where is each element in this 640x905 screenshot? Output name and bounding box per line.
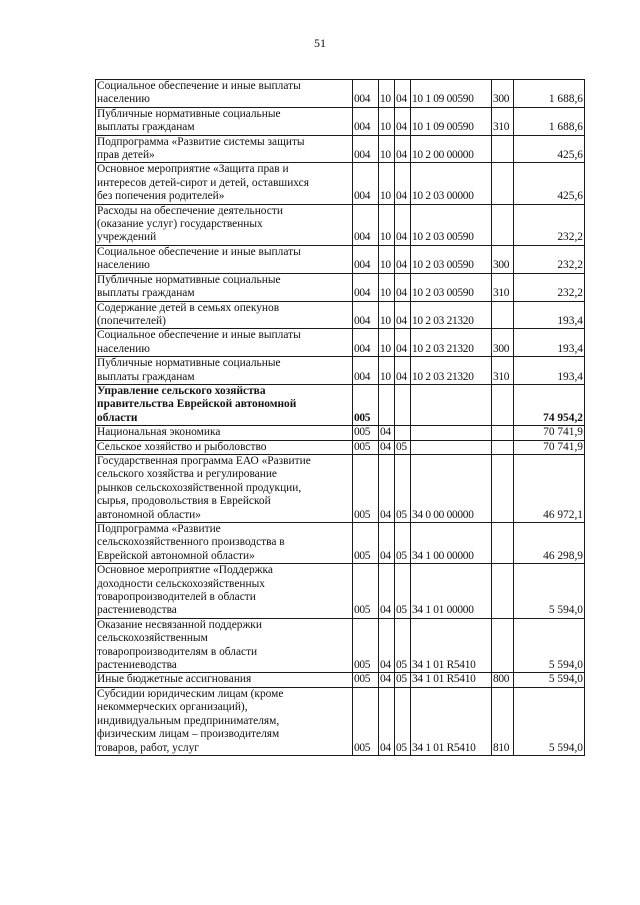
ministry-code-cell: 005: [353, 384, 379, 425]
target-article-code-cell: 10 1 09 00590: [411, 107, 492, 135]
section-code-cell: 10: [379, 163, 395, 204]
ministry-code-cell: 004: [353, 357, 379, 385]
item-name-line: Иные бюджетные ассигнования: [97, 673, 252, 686]
subsection-code-cell: 05: [395, 440, 411, 454]
item-name-line: без попечения родителей»: [97, 190, 225, 203]
subsection-code-cell: 05: [395, 687, 411, 755]
table-row: [96, 564, 585, 619]
expense-type-code-cell: 310: [492, 107, 514, 135]
expense-type-code-cell: [492, 135, 514, 163]
table-row: [96, 426, 585, 440]
target-article-code-cell: [411, 440, 492, 454]
item-name-line: Публичные нормативные социальные: [97, 107, 281, 120]
amount-cell: 5 594,0: [514, 673, 585, 687]
ministry-code-cell: 004: [353, 204, 379, 245]
ministry-code-cell: 004: [353, 80, 379, 108]
ministry-code-cell: 004: [353, 245, 379, 273]
section-code-cell: 04: [379, 440, 395, 454]
item-name-line: выплаты гражданам: [97, 287, 195, 300]
expense-type-code-cell: 310: [492, 273, 514, 301]
section-code-cell: 10: [379, 357, 395, 385]
item-name-line: Подпрограмма «Развитие: [97, 523, 221, 535]
item-name-line: сельскохозяйственного производства в: [97, 536, 285, 549]
item-name-cell: [96, 135, 353, 163]
table-row: [96, 673, 585, 687]
item-name-line: индивидуальным предпринимателям,: [97, 714, 280, 727]
table-row: [96, 301, 585, 329]
subsection-code-cell: 05: [395, 673, 411, 687]
item-name-cell: [96, 618, 353, 673]
subsection-code-cell: [395, 384, 411, 425]
expense-type-code-cell: 300: [492, 80, 514, 108]
table-row: [96, 523, 585, 564]
subsection-code-cell: 05: [395, 618, 411, 673]
ministry-code-cell: 005: [353, 454, 379, 522]
expense-type-code-cell: [492, 384, 514, 425]
item-name-line: выплаты гражданам: [97, 370, 195, 383]
subsection-code-cell: 04: [395, 107, 411, 135]
section-code-cell: 04: [379, 454, 395, 522]
item-name-line: товаропроизводителей в области: [97, 591, 256, 604]
item-name-line: автономной области»: [97, 508, 201, 521]
ministry-code-cell: 004: [353, 163, 379, 204]
section-code-cell: [379, 384, 395, 425]
amount-cell: 46 298,9: [514, 523, 585, 564]
subsection-code-cell: 04: [395, 163, 411, 204]
item-name-line: Сельское хозяйство и рыболовство: [97, 440, 267, 453]
table-row: [96, 245, 585, 273]
expense-type-code-cell: [492, 564, 514, 619]
ministry-code-cell: 004: [353, 273, 379, 301]
expense-type-code-cell: [492, 523, 514, 564]
item-name-line: физическим лицам – производителям: [97, 728, 280, 741]
amount-cell: 232,2: [514, 204, 585, 245]
target-article-code-cell: [411, 426, 492, 440]
table-row: [96, 618, 585, 673]
item-name-line: растениеводства: [97, 604, 177, 617]
item-name-line: Основное мероприятие «Защита прав и: [97, 163, 289, 176]
amount-cell: 5 594,0: [514, 564, 585, 619]
expense-type-code-cell: 810: [492, 687, 514, 755]
expense-type-code-cell: [492, 301, 514, 329]
item-name-line: товаропроизводителям в области: [97, 645, 258, 658]
item-name-cell: [96, 440, 353, 454]
item-name-line: Субсидии юридическим лицам (кроме: [97, 687, 284, 700]
amount-cell: 70 741,9: [514, 426, 585, 440]
subsection-code-cell: 05: [395, 454, 411, 522]
item-name-line: доходности сельскохозяйственных: [97, 577, 265, 590]
subsection-code-cell: 04: [395, 204, 411, 245]
table-row: [96, 273, 585, 301]
item-name-line: Еврейской автономной области»: [97, 549, 255, 562]
ministry-code-cell: 005: [353, 673, 379, 687]
amount-cell: 425,6: [514, 135, 585, 163]
item-name-cell: [96, 426, 353, 440]
item-name-cell: [96, 107, 353, 135]
table-row: [96, 384, 585, 425]
target-article-code-cell: [411, 384, 492, 425]
expense-type-code-cell: 310: [492, 357, 514, 385]
ministry-code-cell: 004: [353, 135, 379, 163]
item-name-cell: [96, 687, 353, 755]
item-name-line: сельскохозяйственным: [97, 632, 208, 645]
item-name-line: Подпрограмма «Развитие системы защиты: [97, 135, 305, 148]
section-code-cell: 04: [379, 564, 395, 619]
ministry-code-cell: 004: [353, 329, 379, 357]
amount-cell: 74 954,2: [514, 384, 585, 425]
section-code-cell: 10: [379, 301, 395, 329]
item-name-line: (оказание услуг) государственных: [97, 218, 263, 231]
item-name-cell: [96, 301, 353, 329]
target-article-code-cell: 10 2 03 00590: [411, 245, 492, 273]
item-name-line: сырья, продовольствия в Еврейской: [97, 495, 271, 508]
target-article-code-cell: 10 1 09 00590: [411, 80, 492, 108]
section-code-cell: 10: [379, 204, 395, 245]
subsection-code-cell: 04: [395, 357, 411, 385]
amount-cell: 425,6: [514, 163, 585, 204]
item-name-line: Национальная экономика: [97, 426, 221, 439]
ministry-code-cell: 004: [353, 301, 379, 329]
item-name-cell: [96, 163, 353, 204]
amount-cell: 46 972,1: [514, 454, 585, 522]
section-code-cell: 10: [379, 245, 395, 273]
amount-cell: 70 741,9: [514, 440, 585, 454]
item-name-line: области: [97, 411, 138, 424]
ministry-code-cell: 005: [353, 564, 379, 619]
item-name-line: Расходы на обеспечение деятельности: [97, 204, 283, 217]
expense-type-code-cell: [492, 163, 514, 204]
ministry-code-cell: 005: [353, 440, 379, 454]
amount-cell: 232,2: [514, 245, 585, 273]
item-name-line: Оказание несвязанной поддержки: [97, 618, 262, 631]
subsection-code-cell: 05: [395, 523, 411, 564]
amount-cell: 193,4: [514, 329, 585, 357]
item-name-line: Содержание детей в семьях опекунов: [97, 301, 280, 314]
subsection-code-cell: 04: [395, 329, 411, 357]
subsection-code-cell: 05: [395, 564, 411, 619]
item-name-line: Публичные нормативные социальные: [97, 357, 281, 370]
item-name-cell: [96, 245, 353, 273]
section-code-cell: 10: [379, 135, 395, 163]
amount-cell: 232,2: [514, 273, 585, 301]
table-row: [96, 163, 585, 204]
expense-type-code-cell: [492, 440, 514, 454]
item-name-cell: [96, 673, 353, 687]
item-name-cell: [96, 564, 353, 619]
item-name-cell: [96, 80, 353, 108]
subsection-code-cell: 04: [395, 273, 411, 301]
expense-type-code-cell: [492, 618, 514, 673]
amount-cell: 5 594,0: [514, 687, 585, 755]
subsection-code-cell: 04: [395, 301, 411, 329]
item-name-line: интересов детей-сирот и детей, оставшихся: [97, 176, 309, 189]
subsection-code-cell: 04: [395, 245, 411, 273]
expense-type-code-cell: 300: [492, 245, 514, 273]
item-name-line: правительства Еврейской автономной: [97, 398, 297, 411]
section-code-cell: 04: [379, 426, 395, 440]
expense-type-code-cell: 300: [492, 329, 514, 357]
item-name-line: (попечителей): [97, 314, 166, 327]
item-name-line: товаров, работ, услуг: [97, 741, 199, 754]
item-name-line: выплаты гражданам: [97, 121, 195, 134]
item-name-line: населению: [97, 93, 150, 106]
table-row: [96, 204, 585, 245]
target-article-code-cell: 34 0 00 00000: [411, 454, 492, 522]
table-row: [96, 329, 585, 357]
budget-table: [95, 79, 585, 756]
target-article-code-cell: 34 1 01 00000: [411, 564, 492, 619]
amount-cell: 193,4: [514, 301, 585, 329]
target-article-code-cell: 10 2 03 00000: [411, 163, 492, 204]
table-row: [96, 357, 585, 385]
item-name-line: учреждений: [97, 231, 157, 244]
expense-type-code-cell: [492, 426, 514, 440]
item-name-cell: [96, 384, 353, 425]
target-article-code-cell: 10 2 03 21320: [411, 357, 492, 385]
section-code-cell: 10: [379, 273, 395, 301]
section-code-cell: 04: [379, 673, 395, 687]
target-article-code-cell: 10 2 03 00590: [411, 273, 492, 301]
ministry-code-cell: 005: [353, 426, 379, 440]
ministry-code-cell: 004: [353, 107, 379, 135]
target-article-code-cell: 34 1 01 R5410: [411, 618, 492, 673]
target-article-code-cell: 10 2 03 21320: [411, 329, 492, 357]
target-article-code-cell: 34 1 01 R5410: [411, 687, 492, 755]
amount-cell: 5 594,0: [514, 618, 585, 673]
item-name-cell: [96, 329, 353, 357]
page-number: 51: [314, 36, 326, 50]
item-name-line: Социальное обеспечение и иные выплаты: [97, 245, 301, 258]
ministry-code-cell: 005: [353, 687, 379, 755]
table-row: [96, 80, 585, 108]
section-code-cell: 04: [379, 618, 395, 673]
subsection-code-cell: 04: [395, 80, 411, 108]
target-article-code-cell: 10 2 00 00000: [411, 135, 492, 163]
item-name-line: Основное мероприятие «Поддержка: [97, 564, 273, 577]
target-article-code-cell: 10 2 03 00590: [411, 204, 492, 245]
section-code-cell: 04: [379, 687, 395, 755]
item-name-line: растениеводства: [97, 659, 177, 672]
expense-type-code-cell: 800: [492, 673, 514, 687]
item-name-line: некоммерческих организаций),: [97, 701, 248, 714]
subsection-code-cell: 04: [395, 135, 411, 163]
item-name-line: Управление сельского хозяйства: [97, 384, 266, 397]
table-row: [96, 454, 585, 522]
target-article-code-cell: 10 2 03 21320: [411, 301, 492, 329]
item-name-line: населению: [97, 342, 150, 355]
item-name-line: Социальное обеспечение и иные выплаты: [97, 329, 301, 342]
item-name-line: населению: [97, 259, 150, 272]
subsection-code-cell: [395, 426, 411, 440]
section-code-cell: 10: [379, 329, 395, 357]
ministry-code-cell: 005: [353, 618, 379, 673]
section-code-cell: 04: [379, 523, 395, 564]
item-name-line: Государственная программа ЕАО «Развитие: [97, 454, 311, 467]
item-name-cell: [96, 357, 353, 385]
target-article-code-cell: 34 1 00 00000: [411, 523, 492, 564]
expense-type-code-cell: [492, 454, 514, 522]
target-article-code-cell: 34 1 01 R5410: [411, 673, 492, 687]
item-name-cell: [96, 454, 353, 522]
section-code-cell: 10: [379, 80, 395, 108]
ministry-code-cell: 005: [353, 523, 379, 564]
table-row: [96, 107, 585, 135]
table-body: [96, 80, 585, 756]
item-name-line: Социальное обеспечение и иные выплаты: [97, 80, 301, 92]
amount-cell: 1 688,6: [514, 80, 585, 108]
item-name-cell: [96, 273, 353, 301]
item-name-cell: [96, 204, 353, 245]
item-name-line: сельского хозяйства и регулирование: [97, 468, 277, 481]
table-row: [96, 135, 585, 163]
item-name-cell: [96, 523, 353, 564]
item-name-line: рынков сельскохозяйственной продукции,: [97, 481, 302, 494]
section-code-cell: 10: [379, 107, 395, 135]
table-row: [96, 687, 585, 755]
item-name-line: Публичные нормативные социальные: [97, 273, 281, 286]
item-name-line: прав детей»: [97, 149, 155, 162]
amount-cell: 1 688,6: [514, 107, 585, 135]
table-row: [96, 440, 585, 454]
amount-cell: 193,4: [514, 357, 585, 385]
expense-type-code-cell: [492, 204, 514, 245]
